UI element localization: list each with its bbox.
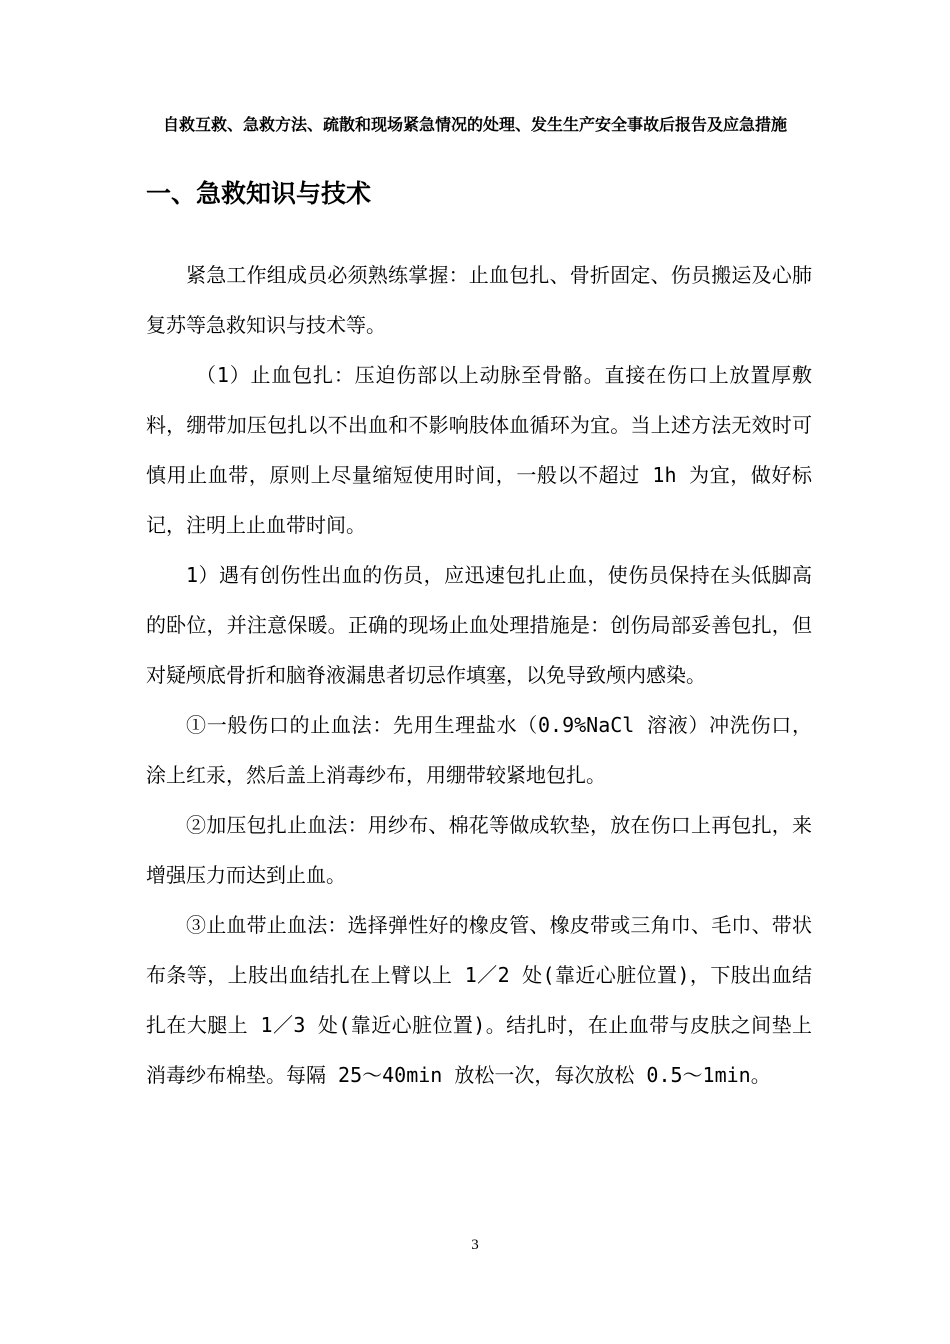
paragraph-tourniquet-method: ③止血带止血法：选择弹性好的橡皮管、橡皮带或三角巾、毛巾、带状布条等，上肢出血结扎在上臂以上 1／2 处(靠近心脏位置)，下肢出血结扎在大腿上 1／3 处(靠近心脏位置)。结扎时，在止血带与皮肤之间垫上消毒纱布棉垫。每隔 25～40min 放松一次，每次放松 0.5～1min。	[146, 913, 812, 1087]
paragraph-general-wound-method: ①一般伤口的止血法：先用生理盐水（0.9%NaCl 溶液）冲洗伤口，涂上红汞，然后盖上消毒纱布，用绷带较紧地包扎。	[146, 713, 812, 787]
paragraph-traumatic-bleeding: 1）遇有创伤性出血的伤员，应迅速包扎止血，使伤员保持在头低脚高的卧位，并注意保暖。正确的现场止血处理措施是：创伤局部妥善包扎，但对疑颅底骨折和脑脊液漏患者切忌作填塞，以免导致颅内感染。	[146, 563, 812, 687]
paragraph-hemostasis-bandaging: （1）止血包扎：压迫伤部以上动脉至骨骼。直接在伤口上放置厚敷料，绷带加压包扎以不出血和不影响肢体血循环为宜。当上述方法无效时可慎用止血带，原则上尽量缩短使用时间，一般以不超过 1h 为宜，做好标记，注明上止血带时间。	[146, 363, 812, 537]
paragraph-pressure-bandage-method: ②加压包扎止血法：用纱布、棉花等做成软垫，放在伤口上再包扎，来增强压力而达到止血。	[146, 813, 812, 887]
page-number: 3	[471, 1237, 479, 1253]
section-heading: 一、急救知识与技术	[146, 179, 372, 208]
document-running-header: 自救互救、急救方法、疏散和现场紧急情况的处理、发生生产安全事故后报告及应急措施	[162, 115, 787, 134]
body-text	[146, 250, 812, 1100]
paragraph-intro: 紧急工作组成员必须熟练掌握：止血包扎、骨折固定、伤员搬运及心肺复苏等急救知识与技术等。	[146, 263, 812, 337]
